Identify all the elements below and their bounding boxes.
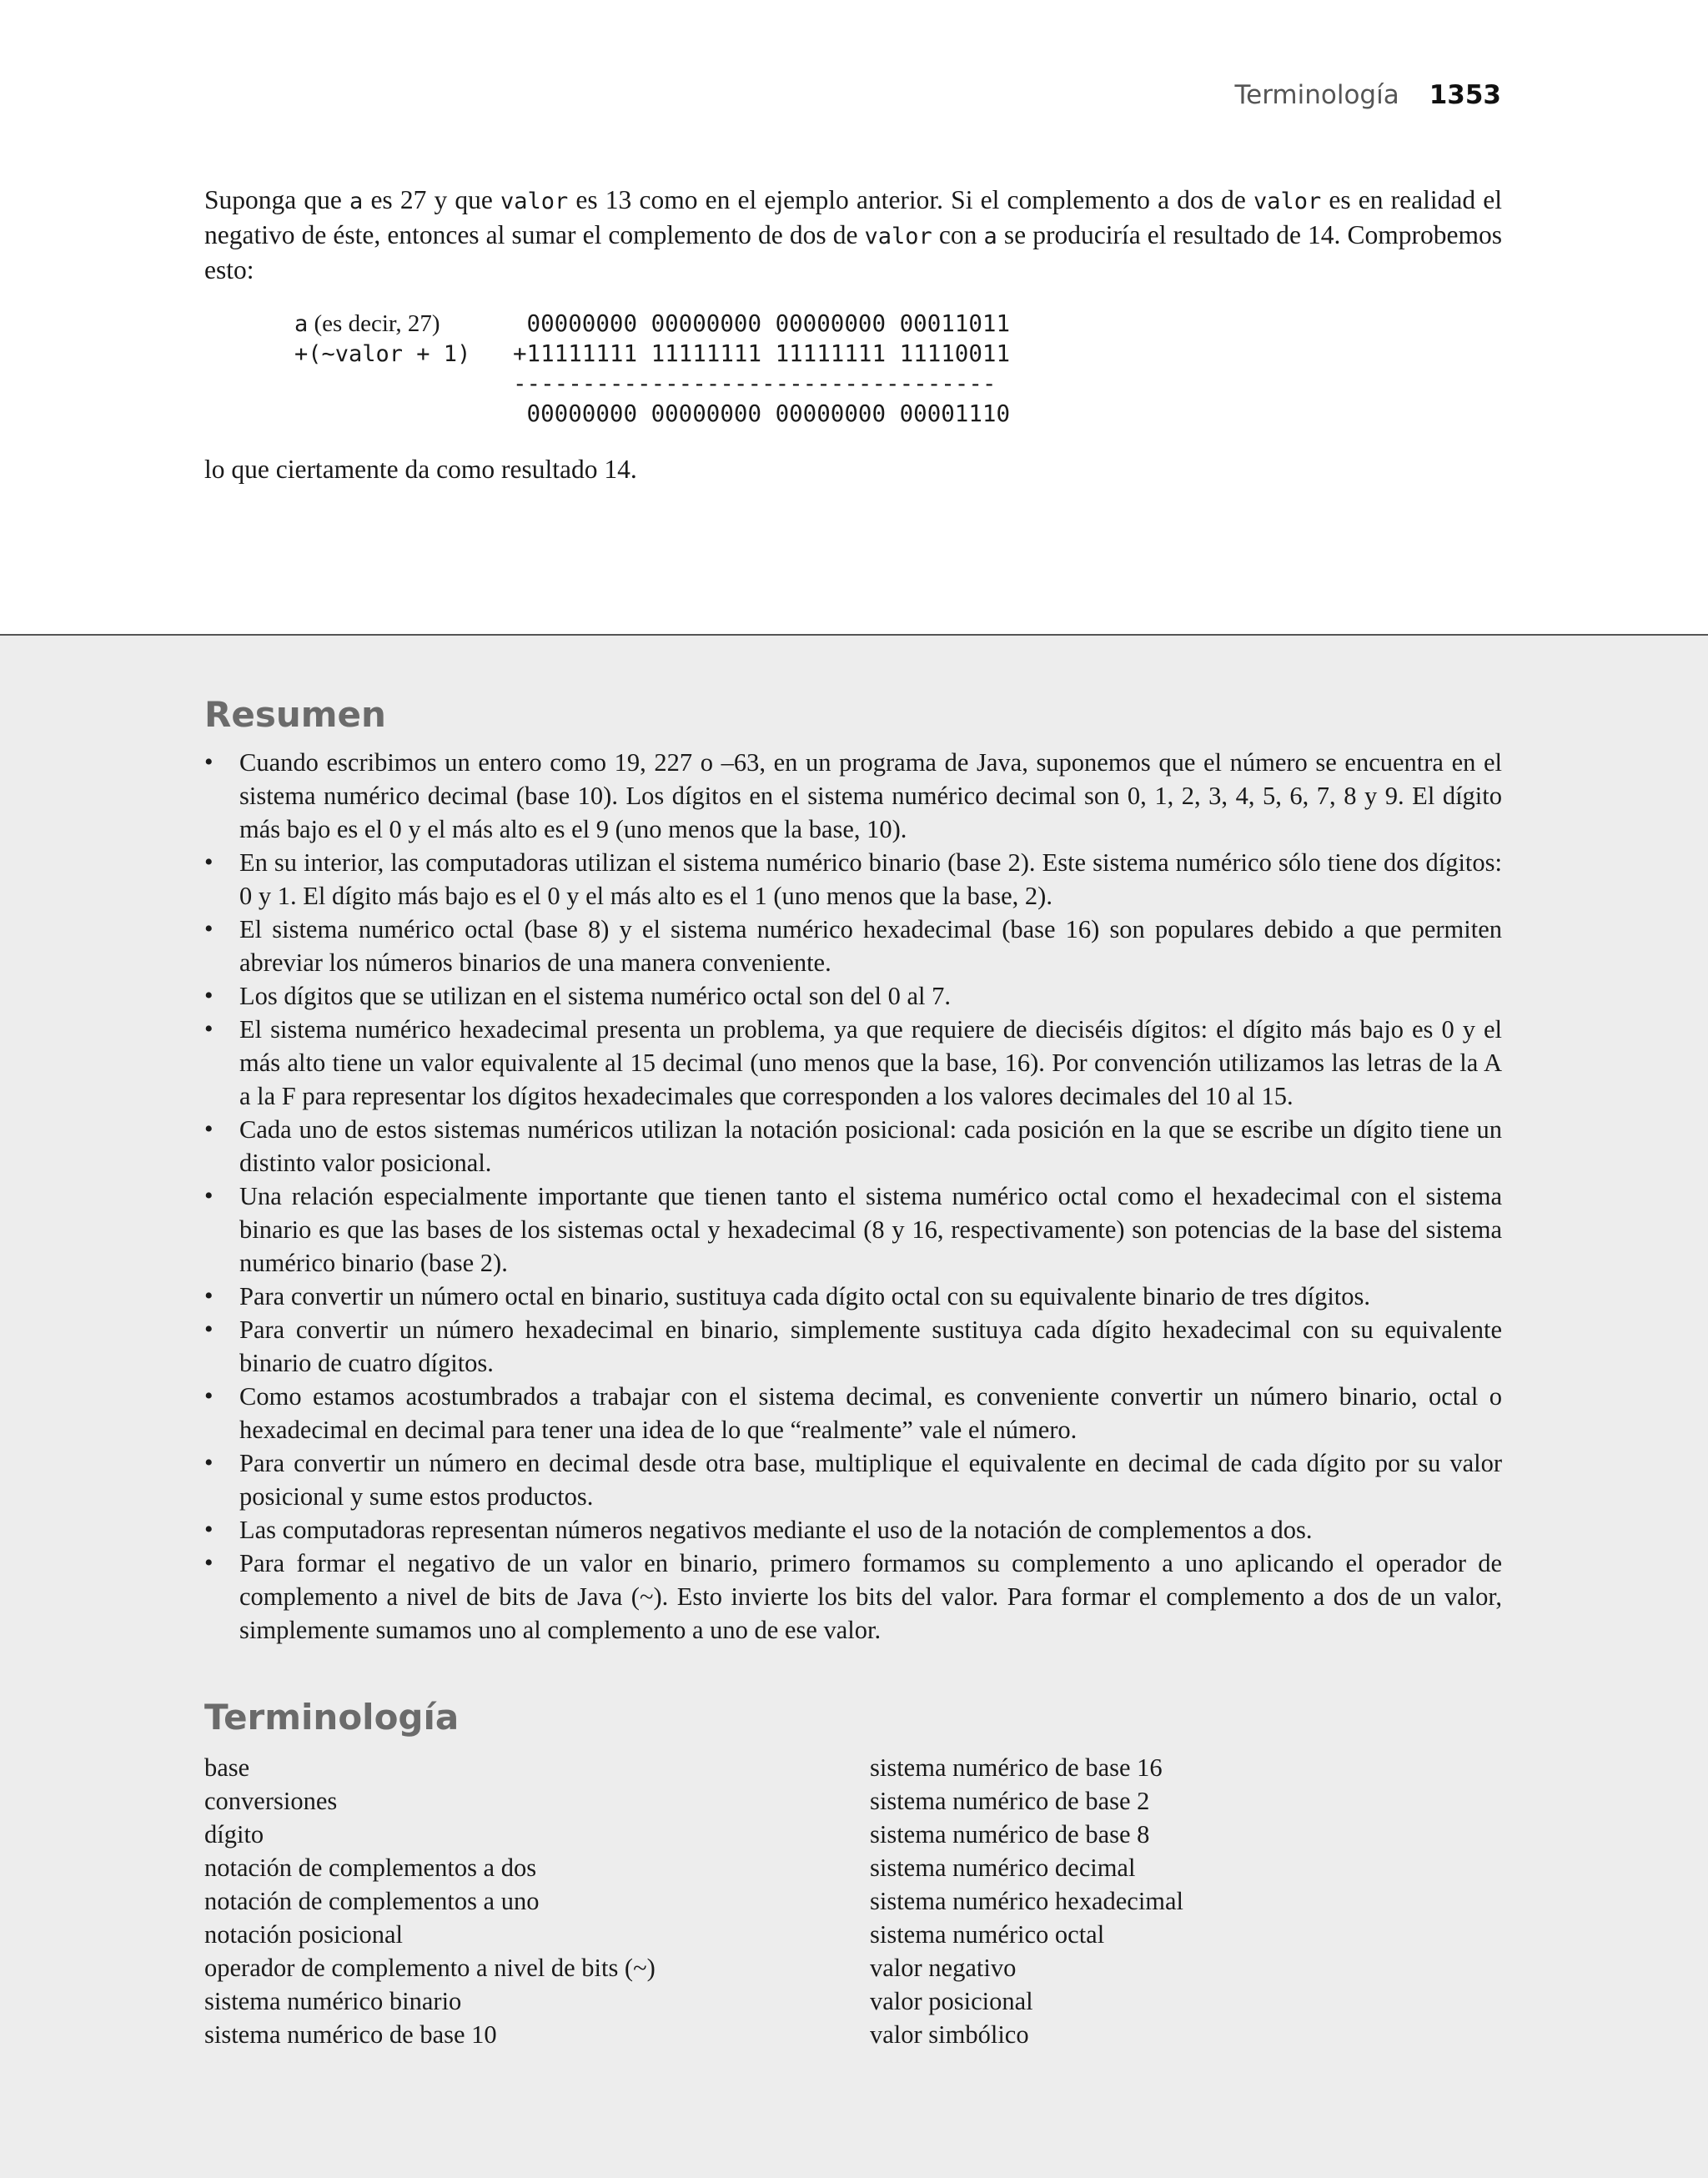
code-valor: valor [864, 224, 932, 249]
intro-text: Suponga que [204, 185, 350, 214]
term-item: sistema numérico de base 2 [870, 1787, 1150, 1815]
term-item: base [204, 1753, 250, 1782]
term-item: sistema numérico decimal [870, 1854, 1136, 1882]
example-label-text: (es decir, 27) [308, 310, 440, 337]
summary-item: • Como estamos acostumbrados a trabajar con el sistema decimal, es conveniente convertir un número binario, octal o hexadecimal en decimal para tener una idea de lo que “realmente” vale el número. [204, 1380, 1502, 1446]
summary-heading: Resumen [204, 694, 386, 735]
intro-paragraph [204, 184, 1502, 287]
code-a: a [349, 189, 364, 214]
term-item: dígito [204, 1820, 264, 1849]
summary-item: • En su interior, las computadoras utilizan el sistema numérico binario (base 2). Este sistema numérico sólo tiene dos dígitos: 0 y 1. El dígito más bajo es el 0 y el más alto es el 1 (uno menos que la base, 2). [204, 846, 1502, 913]
code-a: a [294, 311, 309, 337]
terminology-heading: Terminología [204, 1697, 460, 1738]
term-item: sistema numérico binario [204, 1987, 462, 2015]
term-item: conversiones [204, 1787, 338, 1815]
code-valor: valor [500, 189, 569, 214]
term-item: valor negativo [870, 1954, 1017, 1982]
summary-item: • Cada uno de estos sistemas numéricos utilizan la notación posicional: cada posición en la que se escribe un dígito tiene un distinto valor posicional. [204, 1113, 1502, 1180]
code-a: a [983, 224, 997, 249]
summary-item: • El sistema numérico octal (base 8) y el sistema numérico hexadecimal (base 16) son populares debido a que permiten abreviar los números binarios de una manera conveniente. [204, 913, 1502, 979]
example-row-a [294, 309, 1128, 339]
running-head-section: Terminología [1234, 80, 1399, 110]
intro-text: se produciría el resultado de 14. Comprobemos esto: [204, 220, 1503, 284]
intro-text: es 27 y que [363, 185, 500, 214]
summary-item: • Para convertir un número en decimal desde otra base, multiplique el equivalente en decimal de cada dígito por su valor posicional y sume estos productos. [204, 1446, 1502, 1513]
terminology-column-right [870, 1751, 1183, 2051]
summary-list [204, 746, 1502, 1647]
term-item: sistema numérico de base 10 [204, 2020, 497, 2049]
summary-item: • Para convertir un número octal en binario, sustituya cada dígito octal con su equivalente binario de tres dígitos. [204, 1280, 1502, 1313]
binary-addition-example [294, 309, 1128, 429]
term-item: valor simbólico [870, 2020, 1029, 2049]
example-row-separator [294, 369, 1128, 399]
running-head [1234, 80, 1501, 117]
page-number: 1353 [1429, 80, 1501, 110]
example-value-a: 00000000 00000000 00000000 00011011 [513, 310, 1011, 337]
term-item: notación de complementos a dos [204, 1854, 537, 1882]
summary-item: • Los dígitos que se utilizan en el sistema numérico octal son del 0 al 7. [204, 979, 1502, 1013]
terminology-column-left [204, 1751, 656, 2051]
after-example-text: lo que ciertamente da como resultado 14. [204, 455, 637, 484]
summary-item: • Para formar el negativo de un valor en binario, primero formamos su complemento a uno aplicando el operador de complemento a nivel de bits de Java (~). Esto invierte los bits del valor. Para formar el complemento a dos de un valor, simplemente sumamos uno al complemento a uno de ese valor. [204, 1547, 1502, 1647]
example-label-a [294, 309, 440, 340]
example-value-complement: +11111111 11111111 11111111 11110011 [513, 340, 1011, 367]
example-row-complement [294, 339, 1128, 369]
intro-text: es en realidad el negativo de éste, entonces al sumar el complemento de dos de [204, 185, 1502, 249]
summary-item: • El sistema numérico hexadecimal presenta un problema, ya que requiere de dieciséis dígitos: el dígito más bajo es 0 y el más alto tiene un valor equivalente al 15 decimal (uno menos que la base, 16). Por convención utilizamos las letras de la A a la F para representar los dígitos hexadecimales que corresponden a los valores decimales del 10 al 15. [204, 1013, 1502, 1113]
summary-item: • Una relación especialmente importante que tienen tanto el sistema numérico octal como el hexadecimal con el sistema binario es que las bases de los sistemas octal y hexadecimal (8 y 16, respectivamente) son potencias de la base del sistema numérico binario (base 2). [204, 1180, 1502, 1280]
example-row-result [294, 399, 1128, 429]
term-item: sistema numérico hexadecimal [870, 1887, 1184, 1915]
summary-item: • Las computadoras representan números negativos mediante el uso de la notación de complementos a dos. [204, 1513, 1502, 1547]
example-result: 00000000 00000000 00000000 00001110 [513, 400, 1011, 427]
example-separator: ----------------------------------- [513, 370, 997, 397]
term-item: valor posicional [870, 1987, 1033, 2015]
summary-item: • Cuando escribimos un entero como 19, 227 o –63, en un programa de Java, suponemos que el número se encuentra en el sistema numérico decimal (base 10). Los dígitos en el sistema numérico decimal son 0, 1, 2, 3, 4, 5, 6, 7, 8 y 9. El dígito más bajo es el 0 y el más alto es el 9 (uno menos que la base, 10). [204, 746, 1502, 846]
term-item: sistema numérico de base 16 [870, 1753, 1163, 1782]
term-item: operador de complemento a nivel de bits (~) [204, 1954, 656, 1982]
intro-text: con [932, 220, 984, 249]
term-item: notación de complementos a uno [204, 1887, 540, 1915]
intro-text: es 13 como en el ejemplo anterior. Si el complemento a dos de [568, 185, 1253, 214]
code-complement: +(~valor + 1) [294, 341, 471, 367]
term-item: sistema numérico octal [870, 1920, 1105, 1949]
code-valor: valor [1253, 189, 1322, 214]
term-item: sistema numérico de base 8 [870, 1820, 1150, 1849]
summary-item: • Para convertir un número hexadecimal en binario, simplemente sustituya cada dígito hexadecimal con su equivalente binario de cuatro dígitos. [204, 1313, 1502, 1380]
term-item: notación posicional [204, 1920, 404, 1949]
example-label-complement [294, 339, 470, 370]
